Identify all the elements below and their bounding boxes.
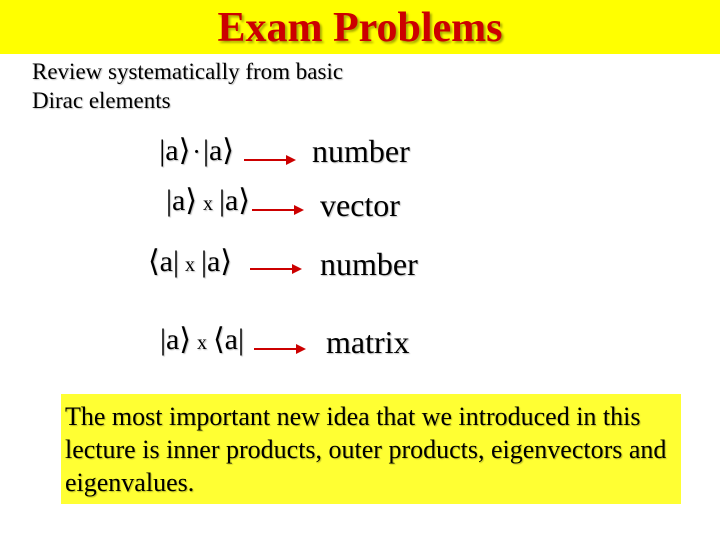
row-3-left-operand: ⟨a|: [147, 245, 179, 278]
subtitle-line-2: Dirac elements: [32, 88, 171, 113]
row-1-expression: [0, 133, 234, 168]
row-1-operator: ·: [192, 137, 201, 166]
row-4-expression: [0, 322, 244, 357]
row-2-result: vector: [320, 187, 400, 223]
summary-text: The most important new idea that we introduced in this lecture is inner products, outer products, eigenvectors and eigenvalues.: [65, 402, 667, 497]
row-vector-product: [0, 183, 720, 233]
summary-box: [61, 394, 681, 504]
row-3-arrow-icon: [250, 262, 302, 276]
row-4-result: matrix: [326, 324, 410, 360]
row-3-operator: x: [184, 254, 195, 276]
row-outer-product: [0, 322, 720, 372]
row-2-operator: x: [202, 193, 213, 215]
row-3-expression: [0, 244, 232, 279]
row-3-right-operand: |a⟩: [200, 245, 232, 278]
row-2-arrow-icon: [252, 203, 304, 217]
row-1-arrow-icon: [244, 153, 296, 167]
row-2-left-operand: |a⟩: [165, 184, 197, 217]
slide-subtitle: [32, 57, 343, 115]
row-2-right-operand: |a⟩: [218, 184, 250, 217]
row-inner-product: [0, 133, 720, 183]
subtitle-line-1: Review systematically from basic: [32, 59, 344, 84]
row-1-right-operand: |a⟩: [202, 134, 234, 167]
row-4-operator: x: [196, 332, 207, 354]
row-4-arrow-icon: [254, 342, 306, 356]
row-2-expression: [0, 183, 250, 218]
row-4-left-operand: |a⟩: [159, 323, 191, 356]
row-4-right-operand: ⟨a|: [212, 323, 244, 356]
row-1-left-operand: |a⟩: [159, 134, 191, 167]
row-3-result: number: [320, 246, 418, 282]
row-1-result: number: [312, 133, 410, 169]
slide-title: Exam Problems: [217, 5, 503, 51]
row-bra-ket-product: [0, 244, 720, 294]
